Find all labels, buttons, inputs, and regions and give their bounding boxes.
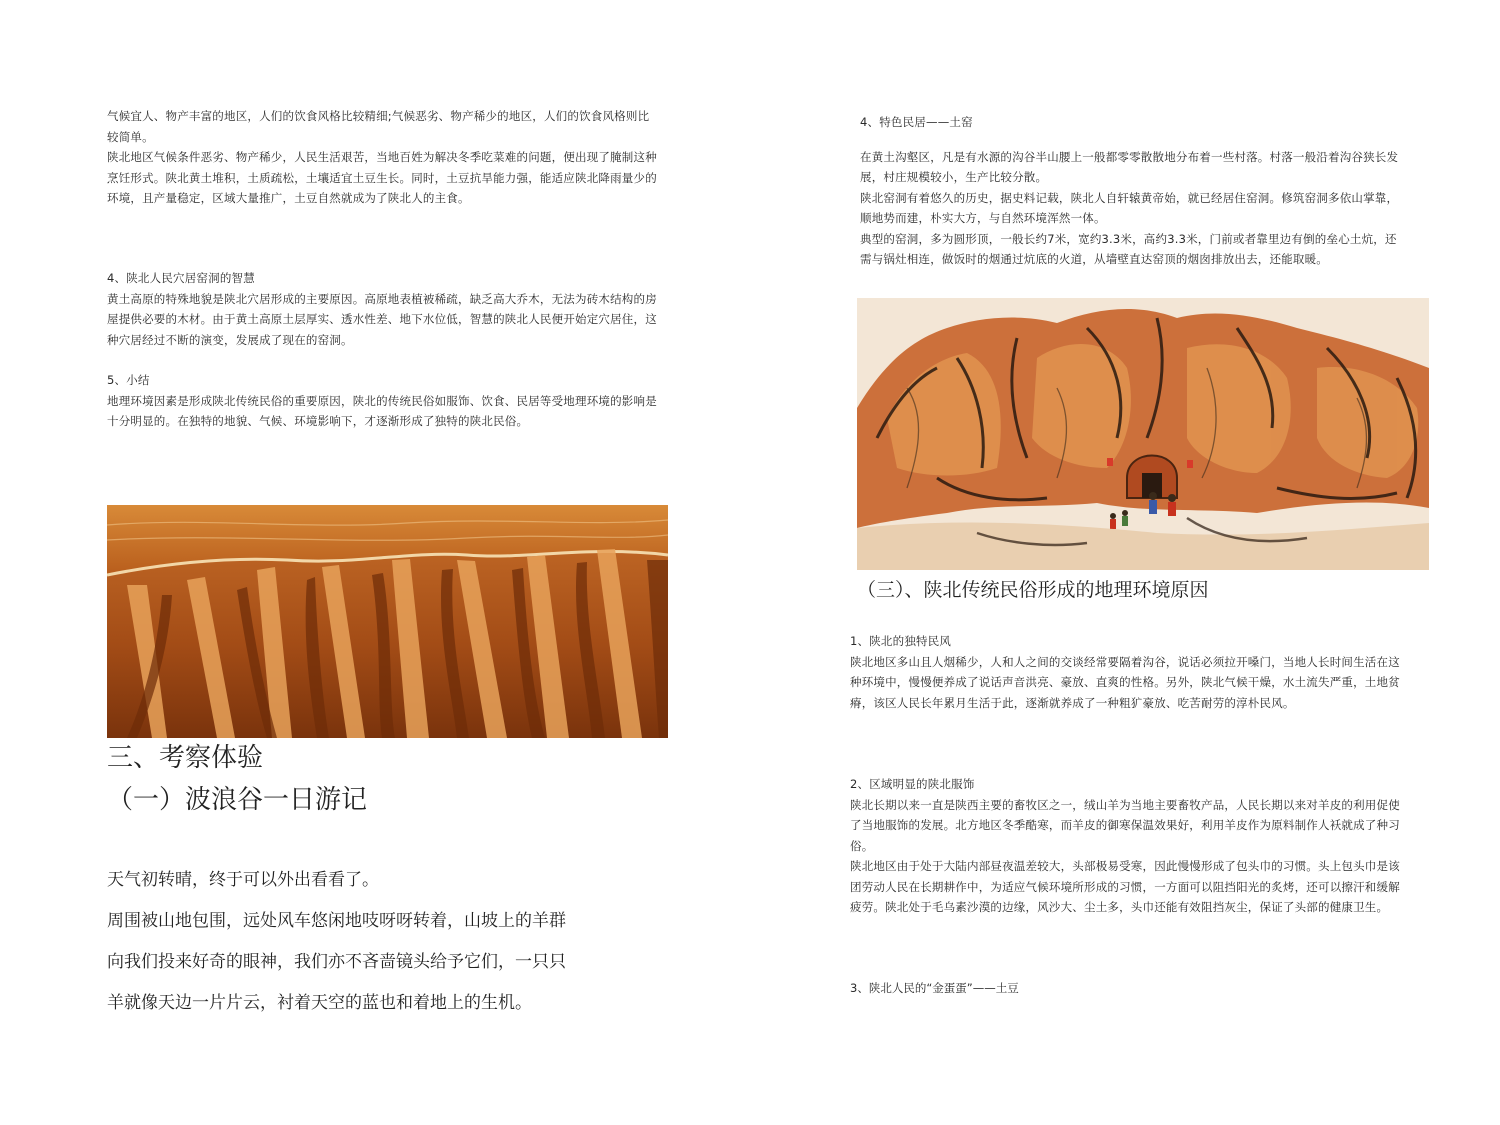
sub-1-heading: 1、陕北的独特民风 [850,634,952,648]
chapter-subtitle: （一）波浪谷一日游记 [107,785,368,815]
intro-text-block [107,106,659,209]
travel-paragraph-1: 天气初转晴，终于可以外出看看了。 [107,870,379,890]
right-page [750,0,1500,1125]
section-4-right-paragraph-1: 在黄土沟壑区，凡是有水源的沟谷半山腰上一般都零零散散地分布着一些村落。村落一般沿着沟谷狭长发展，村庄规模较小，生产比较分散。 [860,149,1399,184]
travel-paragraph-3: 向我们投来好奇的眼神，我们亦不吝啬镜头给予它们，一只只 [107,952,566,972]
section-5-left [107,370,659,432]
cave-dwelling-painting [857,298,1429,570]
sub-1-text: 陕北地区多山且人烟稀少，人和人之间的交谈经常要隔着沟谷，说话必须拉开嗓门，当地人长时间生活在这种环境中，慢慢便养成了说话声音洪亮、豪放、直爽的性格。另外，陕北气候干燥，水土流失严重，土地贫瘠，该区人民长年累月生活于此，逐渐就养成了一种粗犷豪放、吃苦耐劳的淳朴民风。 [850,654,1400,710]
section-4-right [860,112,1408,270]
travel-paragraph-2: 周围被山地包围，远处风车悠闲地吱呀呀转着，山坡上的羊群 [107,911,566,931]
section-4-right-heading: 4、特色民居——土窑 [860,115,973,129]
section-4-right-paragraph-2: 陕北窑洞有着悠久的历史，据史料记载，陕北人自轩辕黄帝始，就已经居住窑洞。修筑窑洞多依山掌靠，顺地势而建，朴实大方，与自然环境浑然一体。 [860,190,1399,225]
sub-2-paragraph-2: 陕北地区由于处于大陆内部昼夜温差较大，头部极易受寒，因此慢慢形成了包头巾的习惯。头上包头巾是该团劳动人民在长期耕作中，为适应气候环境所形成的习惯，一方面可以阻挡阳光的炙烤，还可以擦汗和缓解疲劳。陕北处于毛乌素沙漠的边缘，风沙大、尘土多，头巾还能有效阻挡灰尘，保证了头部的健康卫生。 [850,859,1400,914]
sub-2-paragraph-1: 陕北长期以来一直是陕西主要的畜牧区之一，绒山羊为当地主要畜牧产品，人民长期以来对羊皮的利用促使了当地服饰的发展。北方地区冬季酷寒，而羊皮的御寒保温效果好，利用羊皮作为原料制作人袄就成了种习俗。 [850,797,1400,853]
chapter-title: 三、考察体验 [107,743,264,773]
section-4-right-paragraph-3: 典型的窑洞，多为圆形顶，一般长约7米，宽约3.3米，高约3.3米，门前或者靠里边有倒的垒心土炕，还需与锅灶相连，做饭时的烟通过炕底的火道，从墙壁直达窑顶的烟囱排放出去，还能取暖。 [860,231,1397,266]
section-5-text: 地理环境因素是形成陕北传统民俗的重要原因，陕北的传统民俗如服饰、饮食、民居等受地理环境的影响是十分明显的。在独特的地貌、气候、环境影响下，才逐渐形成了独特的陕北民俗。 [107,393,657,428]
section-4-heading: 4、陕北人民穴居窑洞的智慧 [107,271,255,285]
section-5-heading: 5、小结 [107,373,150,387]
section-3-title: （三）、陕北传统民俗形成的地理环境原因 [857,579,1209,601]
sub-3-heading: 3、陕北人民的“金蛋蛋”——土豆 [850,981,1019,995]
intro-paragraph-2: 陕北地区气候条件恶劣、物产稀少，人民生活艰苦，当地百姓为解决冬季吃菜难的问题，便出现了腌制这种烹饪形式。陕北黄土堆积，土质疏松，土壤适宜土豆生长。同时，土豆抗旱能力强，能适应陕北降雨量少的环境，且产量稳定，区域大量推广，土豆自然就成为了陕北人的主食。 [107,150,657,205]
section-4-text: 黄土高原的特殊地貌是陕北穴居形成的主要原因。高原地表植被稀疏，缺乏高大乔木，无法为砖木结构的房屋提供必要的木材。由于黄土高原土层厚实、透水性差、地下水位低，智慧的陕北人民便开始定穴居住，这种穴居经过不断的演变，发展成了现在的窑洞。 [107,291,657,347]
intro-paragraph-1: 气候宜人、物产丰富的地区，人们的饮食风格比较精细;气候恶劣、物产稀少的地区，人们的饮食风格则比较简单。 [107,109,650,144]
loess-canyon-image [107,505,668,738]
travel-text-block [107,860,667,1024]
sub-1-block [850,631,1406,713]
travel-paragraph-4: 羊就像天边一片片云，衬着天空的蓝也和着地上的生机。 [107,993,532,1013]
sub-2-block [850,774,1406,918]
sub-2-heading: 2、区域明显的陕北服饰 [850,777,975,791]
section-4-left [107,268,659,350]
